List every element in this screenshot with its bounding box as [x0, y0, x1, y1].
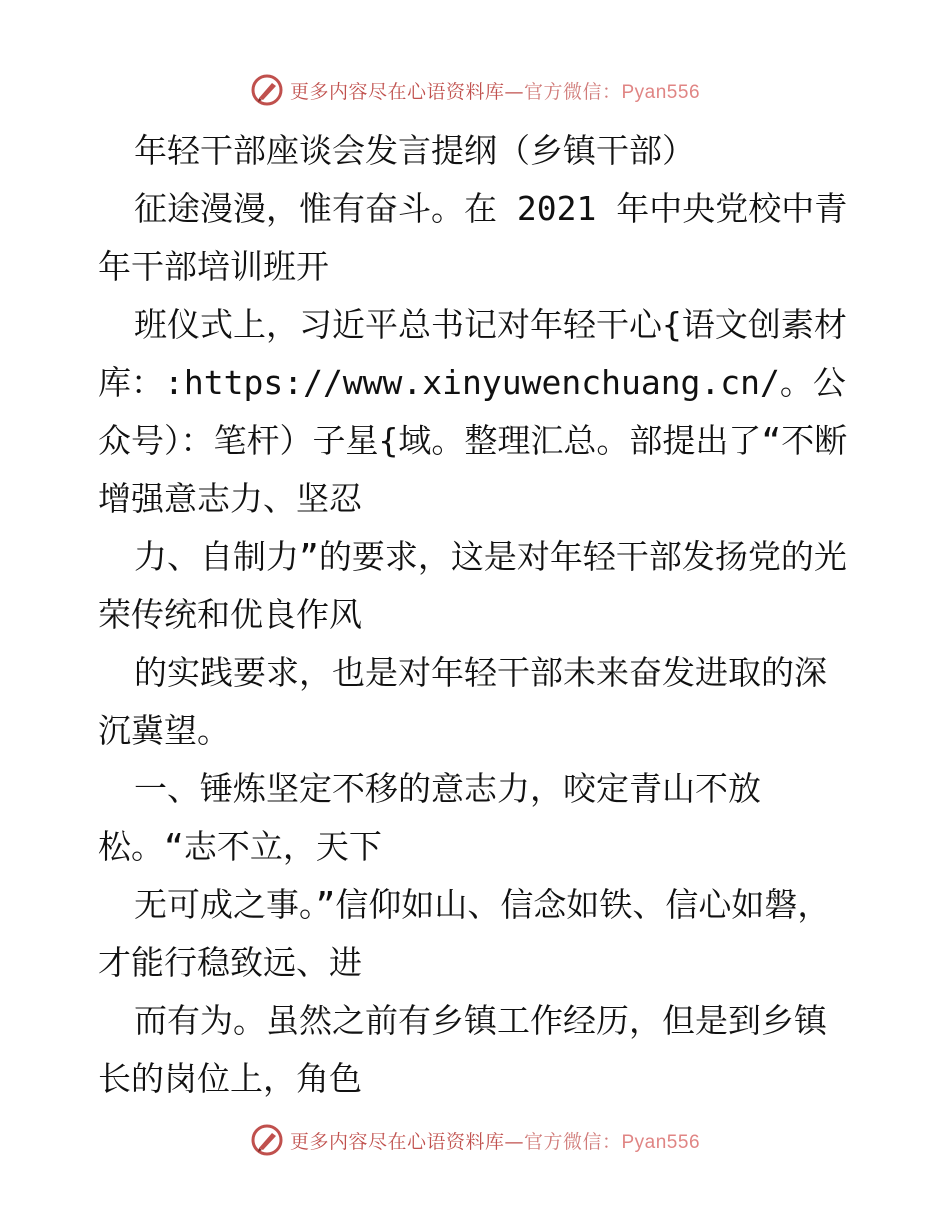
paragraph: 的实践要求，也是对年轻干部未来奋发进取的深沉冀望。: [98, 653, 827, 750]
watermark-wechat-id: Pyan556: [621, 1131, 701, 1153]
watermark-wechat-id: Pyan556: [621, 81, 701, 103]
watermark-main-text: 更多内容尽在心语资料库: [289, 1130, 505, 1153]
paragraph: 而有为。虽然之前有乡镇工作经历，但是到乡镇长的岗位上，角色: [98, 1001, 827, 1098]
section-heading-paragraph: 一、锤炼坚定不移的意志力，咬定青山不放松。“志不立，天下: [98, 769, 761, 866]
paragraph: 无可成之事。”信仰如山、信念如铁、信心如磐，才能行稳致远、进: [98, 885, 831, 982]
paragraph: 班仪式上，习近平总书记对年轻干心{语文创素材库：:https://www.xinyuwenchuang.cn/。公众号）：笔杆）子星{域。整理汇总。部提出了“不断增强意志力、坚忍: [98, 305, 848, 518]
watermark-text: [290, 77, 700, 104]
watermark-banner-bottom: [0, 1120, 950, 1160]
watermark-dash: —: [504, 80, 524, 103]
watermark-text: [290, 1127, 700, 1154]
document-body: [98, 122, 858, 1108]
pen-circle-logo-icon: [250, 1123, 284, 1157]
paragraph: 征途漫漫，惟有奋斗。在 2021 年中央党校中青年干部培训班开: [98, 189, 848, 286]
watermark-official-label: 官方微信：: [523, 80, 622, 103]
watermark-main-text: 更多内容尽在心语资料库: [289, 80, 505, 103]
document-title: 年轻干部座谈会发言提纲（乡镇干部）: [134, 131, 695, 170]
watermark-official-label: 官方微信：: [523, 1130, 622, 1153]
watermark-banner-top: [0, 70, 950, 110]
pen-circle-logo-icon: [250, 73, 284, 107]
paragraph: 力、自制力”的要求，这是对年轻干部发扬党的光荣传统和优良作风: [98, 537, 847, 634]
watermark-dash: —: [504, 1130, 524, 1153]
